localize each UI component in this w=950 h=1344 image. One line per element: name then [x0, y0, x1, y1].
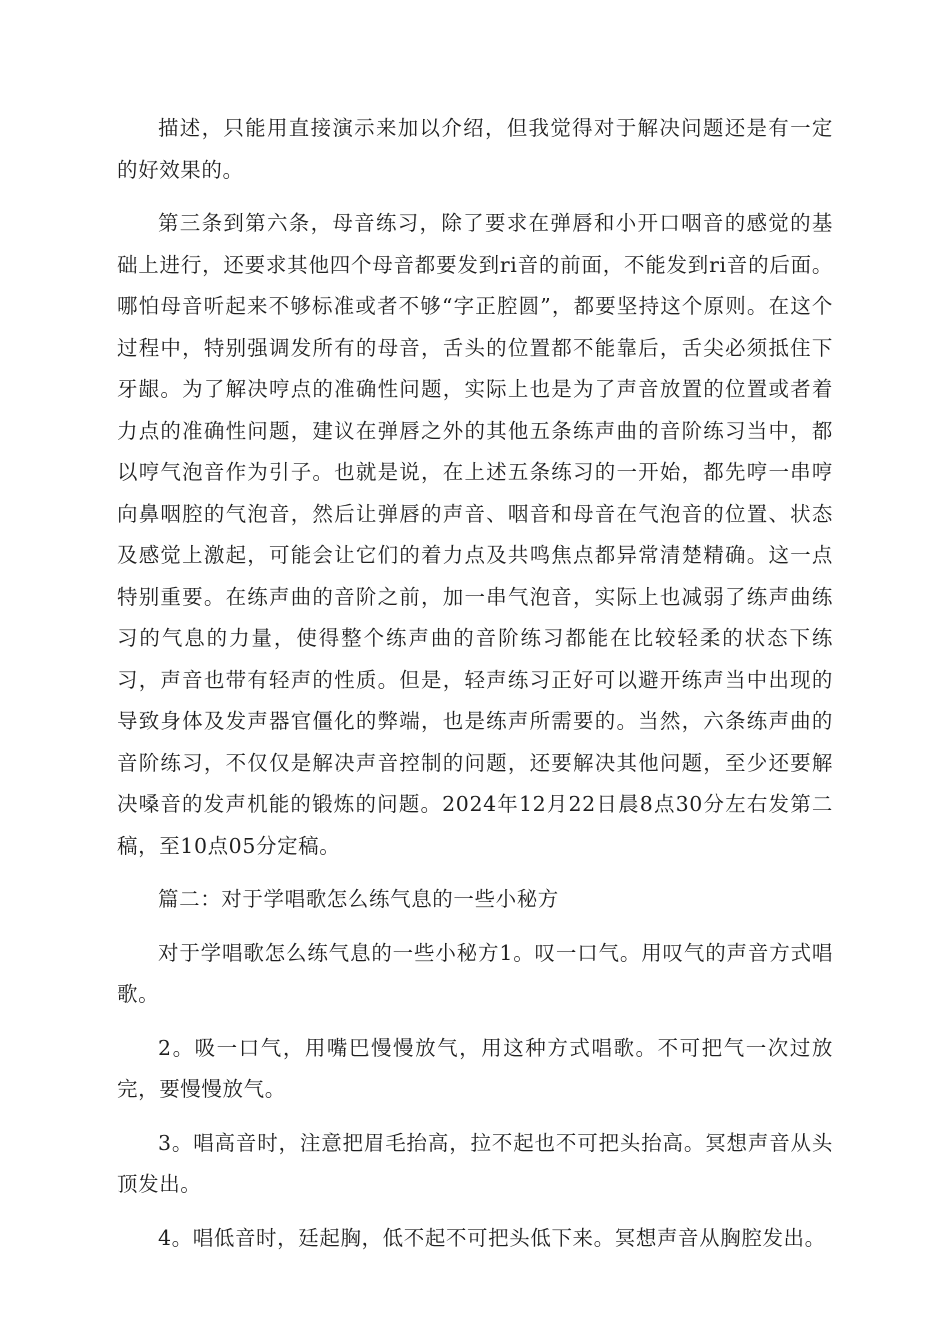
paragraph-tip-2: 2。吸一口气，用嘴巴慢慢放气，用这种方式唱歌。不可把气一次过放完，要慢慢放气。	[117, 1035, 833, 1101]
section-heading: 篇二：对于学唱歌怎么练气息的一些小秘方	[158, 887, 559, 911]
paragraph-intro-continuation: 描述，只能用直接演示来加以介绍，但我觉得对于解决问题还是有一定的好效果的。	[117, 116, 833, 182]
document-body	[117, 108, 833, 1271]
paragraph-tip-4: 4。唱低音时，廷起胸，低不起不可把头低下来。冥想声音从胸腔发出。	[158, 1225, 826, 1250]
paragraph-vowel-practice: 第三条到第六条，母音练习，除了要求在弹唇和小开口咽音的感觉的基础上进行，还要求其他四个母音都要发到ri音的前面，不能发到ri音的后面。哪怕母音听起来不够标准或者不够“字正腔圆”，都要坚持这个原则。在这个过程中，特别强调发所有的母音，舌头的位置都不能靠后，舌尖必须抵住下牙龈。为了解决哼点的准确性问题，实际上也是为了声音放置的位置或者着力点的准确性问题，建议在弹唇之外的其他五条练声曲的音阶练习当中，都以哼气泡音作为引子。也就是说，在上述五条练习的一开始，都先哼一串哼向鼻咽腔的气泡音，然后让弹唇的声音、咽音和母音在气泡音的位置、状态及感觉上激起，可能会让它们的着力点及共鸣焦点都异常清楚精确。这一点特别重要。在练声曲的音阶之前，加一串气泡音，实际上也减弱了练声曲练习的气息的力量，使得整个练声曲的音阶练习都能在比较轻柔的状态下练习，声音也带有轻声的性质。但是，轻声练习正好可以避开练声当中出现的导致身体及发声器官僵化的弊端，也是练声所需要的。当然，六条练声曲的音阶练习，不仅仅是解决声音控制的问题，还要解决其他问题，至少还要解决嗓音的发声机能的锻炼的问题。2024年12月22日晨8点30分左右发第二稿，至10点05分定稿。	[117, 211, 833, 858]
paragraph-tip-3: 3。唱高音时，注意把眉毛抬高，拉不起也不可把头抬高。冥想声音从头顶发出。	[117, 1130, 833, 1196]
paragraph-tip-1: 对于学唱歌怎么练气息的一些小秘方1。叹一口气。用叹气的声音方式唱歌。	[117, 940, 833, 1006]
